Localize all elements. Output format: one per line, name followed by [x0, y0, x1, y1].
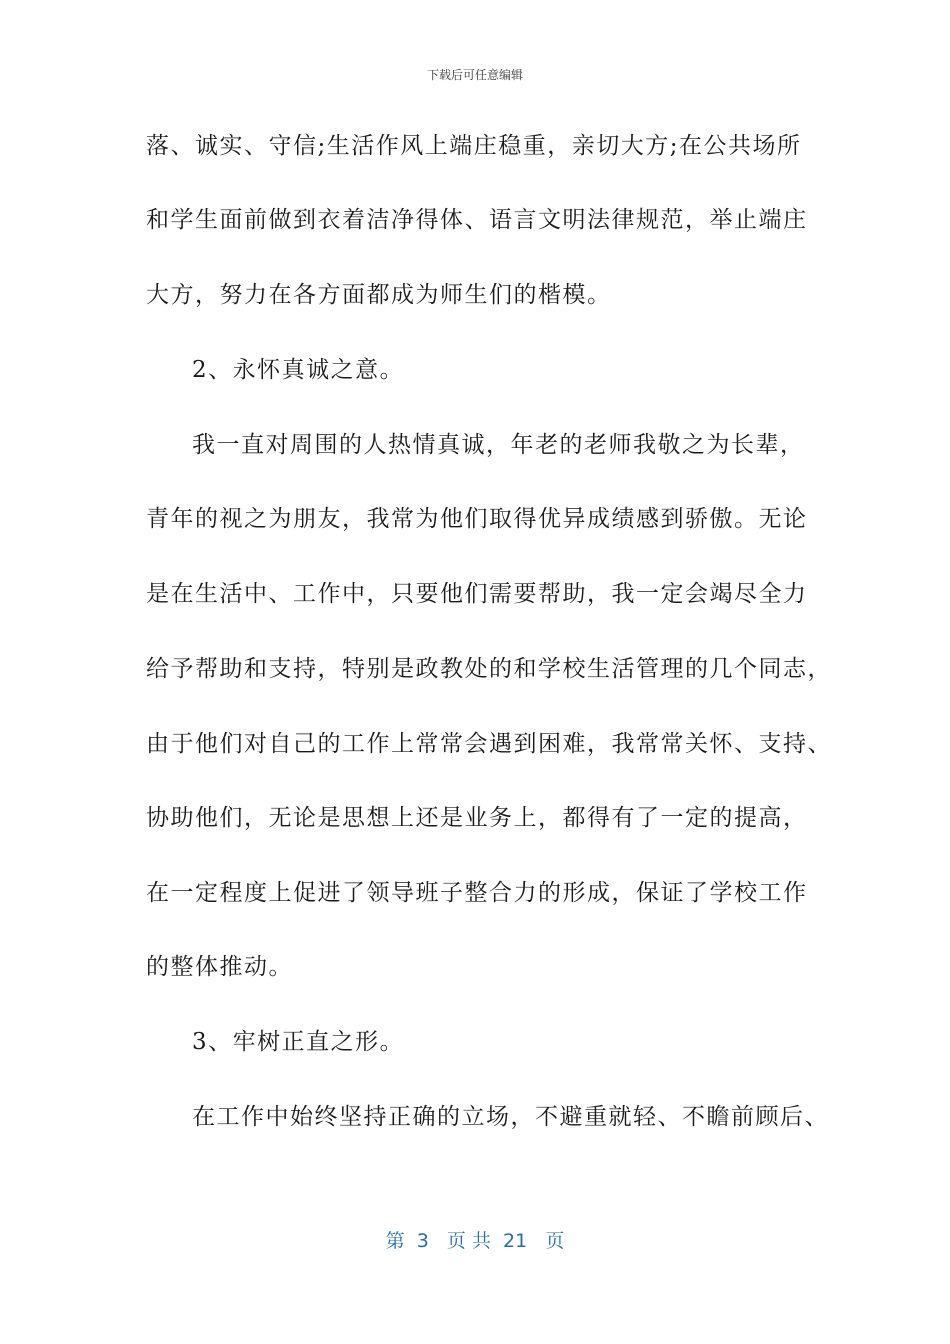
text-line: 在一定程度上促进了领导班子整合力的形成，保证了学校工作 — [146, 880, 808, 906]
section-heading: 2、永怀真诚之意。 — [192, 357, 405, 383]
text-line: 协助他们，无论是思想上还是业务上，都得有了一定的提高， — [146, 805, 808, 831]
text-line: 和学生面前做到衣着洁净得体、语言文明法律规范，举止端庄 — [146, 207, 808, 233]
text-line: 大方，努力在各方面都成为师生们的楷模。 — [146, 282, 612, 308]
text-line: 是在生活中、工作中，只要他们需要帮助，我一定会竭尽全力 — [146, 581, 808, 607]
paragraph-first-line: 我一直对周围的人热情真诚，年老的老师我敬之为长辈， — [192, 432, 805, 458]
text-line: 落、诚实、守信;生活作风上端庄稳重，亲切大方;在公共场所 — [146, 133, 802, 159]
page-number-footer: 第 3 页 共 21 页 — [385, 1230, 565, 1252]
text-line: 给予帮助和支持，特别是政教处的和学校生活管理的几个同志， — [146, 656, 832, 682]
section-heading: 3、牢树正直之形。 — [192, 1029, 405, 1055]
page-header: 下载后可任意编辑 — [426, 68, 523, 82]
text-line: 青年的视之为朋友，我常为他们取得优异成绩感到骄傲。无论 — [146, 506, 808, 532]
paragraph-first-line: 在工作中始终坚持正确的立场，不避重就轻、不瞻前顾后、 — [192, 1104, 829, 1130]
text-line: 的整体推动。 — [146, 954, 293, 980]
text-line: 由于他们对自己的工作上常常会遇到困难，我常常关怀、支持、 — [146, 731, 832, 757]
